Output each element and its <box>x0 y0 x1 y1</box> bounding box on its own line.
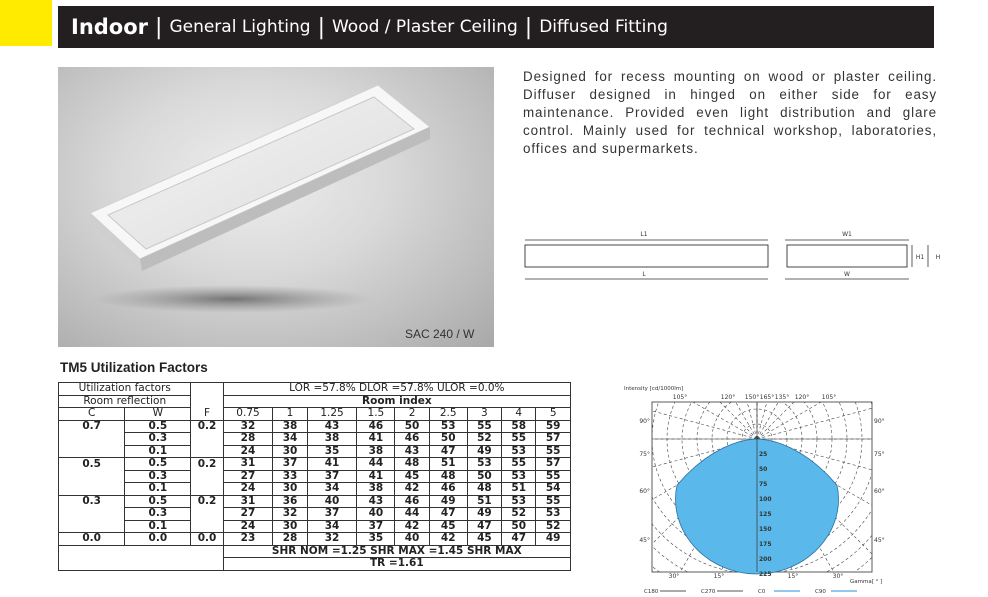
dim-w: W <box>844 271 850 278</box>
shr-text: SHR NOM =1.25 SHR MAX =1.45 SHR MAX <box>223 545 570 558</box>
uf-value: 32 <box>223 420 273 433</box>
top-angle-label: 120° <box>720 394 736 401</box>
uf-value: 42 <box>395 483 429 496</box>
room-index-head: 3 <box>467 408 501 421</box>
ring-label: 50 <box>759 466 768 473</box>
tm5-title: TM5 Utilization Factors <box>60 360 208 375</box>
table-row <box>59 533 571 546</box>
uf-value: 58 <box>502 420 536 433</box>
table-row <box>59 483 571 496</box>
top-angle-label: 150° <box>744 394 760 401</box>
room-index-head: 2.5 <box>429 408 467 421</box>
uf-value: 28 <box>273 533 307 546</box>
col-head-f: F <box>191 408 223 421</box>
uf-value: 45 <box>429 520 467 533</box>
room-index-head: 4 <box>502 408 536 421</box>
uf-value: 50 <box>429 433 467 446</box>
uf-value: 46 <box>357 420 395 433</box>
uf-value: 51 <box>502 483 536 496</box>
uf-value: 47 <box>502 533 536 546</box>
room-index-head: 1.25 <box>307 408 357 421</box>
cell-c: 0.0 <box>59 533 125 546</box>
gamma-label: Gamma[ ° ] <box>850 579 883 585</box>
uf-value: 55 <box>467 420 501 433</box>
right-angle-label: 75° <box>874 451 885 458</box>
luminaire-illustration <box>58 67 494 347</box>
intensity-label: Intensity [cd/1000lm] <box>624 386 684 392</box>
uf-value: 57 <box>536 433 571 446</box>
uf-value: 27 <box>223 508 273 521</box>
bottom-angle-label: 15° <box>787 573 799 580</box>
table-row <box>59 458 571 471</box>
right-angle-label: 45° <box>874 537 885 544</box>
uf-value: 55 <box>536 445 571 458</box>
left-angle-label: 60° <box>639 488 650 495</box>
uf-value: 24 <box>223 520 273 533</box>
uf-value: 55 <box>536 470 571 483</box>
uf-value: 52 <box>502 508 536 521</box>
uf-value: 32 <box>307 533 357 546</box>
dim-w1: W1 <box>842 231 852 238</box>
cell-c <box>59 445 125 458</box>
cell-f <box>191 470 223 483</box>
dim-l1: L1 <box>640 231 648 238</box>
cell-f: 0.2 <box>191 495 223 508</box>
uf-value: 40 <box>395 533 429 546</box>
cell-c <box>59 508 125 521</box>
cell-f <box>191 508 223 521</box>
top-angle-label: 105° <box>821 394 837 401</box>
cell-c <box>59 470 125 483</box>
uf-value: 46 <box>429 483 467 496</box>
dim-h1: H1 <box>915 254 925 261</box>
uf-value: 35 <box>307 445 357 458</box>
uf-value: 34 <box>307 483 357 496</box>
table-row <box>59 420 571 433</box>
cell-f <box>191 520 223 533</box>
left-angle-label: 45° <box>639 537 650 544</box>
uf-value: 50 <box>395 420 429 433</box>
cell-c <box>59 483 125 496</box>
dimension-drawing <box>522 225 950 285</box>
uf-value: 53 <box>467 458 501 471</box>
uf-value: 47 <box>467 520 501 533</box>
uf-value: 48 <box>429 470 467 483</box>
table-row <box>59 470 571 483</box>
header-label: Utilization factors <box>59 383 191 396</box>
uf-value: 34 <box>273 433 307 446</box>
uf-value: 31 <box>223 495 273 508</box>
uf-value: 37 <box>357 520 395 533</box>
right-angle-label: 90° <box>874 418 885 425</box>
cell-c: 0.3 <box>59 495 125 508</box>
uf-value: 38 <box>273 420 307 433</box>
uf-value: 48 <box>395 458 429 471</box>
uf-value: 52 <box>467 433 501 446</box>
uf-value: 52 <box>536 520 571 533</box>
uf-value: 57 <box>536 458 571 471</box>
top-angle-label: 135° <box>774 394 790 401</box>
product-description: Designed for recess mounting on wood or plaster ceiling. Diffuser designed in hinged on either side for easy maintenance. Provided even light distribution and glare control. Mainly used for technical workshop, laboratories, offices and supermarkets. <box>523 69 937 156</box>
uf-value: 49 <box>467 508 501 521</box>
legend-label: C0 <box>758 589 766 595</box>
room-index-head: 1 <box>273 408 307 421</box>
uf-value: 42 <box>395 520 429 533</box>
uf-value: 38 <box>307 433 357 446</box>
legend-label: C90 <box>815 589 826 595</box>
uf-value: 30 <box>273 445 307 458</box>
ring-label: 200 <box>759 556 772 563</box>
table-row <box>59 520 571 533</box>
uf-value: 42 <box>429 533 467 546</box>
ring-label: 75 <box>759 481 768 488</box>
cell-f <box>191 433 223 446</box>
uf-value: 46 <box>395 433 429 446</box>
room-index-head: 1.5 <box>357 408 395 421</box>
uf-value: 27 <box>223 470 273 483</box>
cell-f: 0.2 <box>191 420 223 433</box>
table-row <box>59 433 571 446</box>
uf-value: 45 <box>395 470 429 483</box>
uf-value: 53 <box>429 420 467 433</box>
polar-legend <box>644 589 857 595</box>
top-angle-label: 120° <box>794 394 810 401</box>
table-row <box>59 445 571 458</box>
uf-value: 59 <box>536 420 571 433</box>
uf-value: 30 <box>273 520 307 533</box>
uf-value: 35 <box>357 533 395 546</box>
cell-w: 0.1 <box>125 520 191 533</box>
uf-value: 55 <box>502 458 536 471</box>
header-part-3: Diffused Fitting <box>539 17 668 37</box>
cell-c: 0.5 <box>59 458 125 471</box>
uf-value: 41 <box>357 470 395 483</box>
uf-value: 37 <box>307 508 357 521</box>
table-row <box>59 508 571 521</box>
room-index-head: 5 <box>536 408 571 421</box>
lor-text: LOR =57.8% DLOR =57.8% ULOR =0.0% <box>223 383 570 396</box>
uf-value: 37 <box>307 470 357 483</box>
room-reflection-label: Room reflection <box>59 395 191 408</box>
uf-value: 23 <box>223 533 273 546</box>
top-angle-label: 165° <box>759 394 775 401</box>
room-index-head: 2 <box>395 408 429 421</box>
uf-value: 54 <box>536 483 571 496</box>
right-angle-label: 60° <box>874 488 885 495</box>
tr-text: TR =1.61 <box>223 558 570 571</box>
legend-label: C270 <box>701 589 716 595</box>
room-index-label: Room index <box>223 395 570 408</box>
uf-value: 51 <box>429 458 467 471</box>
cell-w: 0.1 <box>125 483 191 496</box>
ring-label: 100 <box>759 496 772 503</box>
product-model: SAC 240 / W <box>405 327 475 341</box>
uf-value: 49 <box>536 533 571 546</box>
product-photo <box>58 67 494 347</box>
dim-l: L <box>642 271 646 278</box>
bottom-angle-label: 30° <box>832 573 844 580</box>
cell-w: 0.5 <box>125 420 191 433</box>
uf-value: 53 <box>502 445 536 458</box>
page-header: Indoor | General Lighting | Wood / Plaster Ceiling | Diffused Fitting <box>58 6 934 48</box>
left-angle-label: 90° <box>639 418 650 425</box>
cell-c <box>59 520 125 533</box>
cell-f: 0.0 <box>191 533 223 546</box>
cell-f <box>191 445 223 458</box>
header-part-2: Wood / Plaster Ceiling <box>331 17 518 37</box>
ring-label: 25 <box>759 451 768 458</box>
cell-w: 0.0 <box>125 533 191 546</box>
cell-w: 0.3 <box>125 508 191 521</box>
room-index-head: 0.75 <box>223 408 273 421</box>
uf-value: 33 <box>273 470 307 483</box>
uf-value: 48 <box>467 483 501 496</box>
uf-value: 50 <box>467 470 501 483</box>
ring-label: 225 <box>759 571 772 578</box>
accent-bar <box>0 0 52 46</box>
uf-value: 53 <box>536 508 571 521</box>
uf-value: 45 <box>467 533 501 546</box>
col-head-w: W <box>125 408 191 421</box>
legend-label: C180 <box>644 589 659 595</box>
utilization-table <box>58 382 571 571</box>
header-part-1: General Lighting <box>169 17 311 37</box>
ring-label: 175 <box>759 541 772 548</box>
uf-value: 46 <box>395 495 429 508</box>
uf-value: 41 <box>307 458 357 471</box>
bottom-angle-label: 15° <box>713 573 725 580</box>
uf-value: 51 <box>467 495 501 508</box>
cell-w: 0.1 <box>125 445 191 458</box>
uf-value: 53 <box>502 495 536 508</box>
uf-value: 38 <box>357 445 395 458</box>
cell-w: 0.3 <box>125 433 191 446</box>
top-angle-label: 105° <box>672 394 688 401</box>
uf-value: 53 <box>502 470 536 483</box>
cell-w: 0.3 <box>125 470 191 483</box>
polar-intensity-diagram <box>622 382 892 597</box>
uf-value: 43 <box>357 495 395 508</box>
uf-value: 28 <box>223 433 273 446</box>
cell-f: 0.2 <box>191 458 223 471</box>
uf-value: 24 <box>223 445 273 458</box>
uf-value: 44 <box>357 458 395 471</box>
dim-h: H <box>935 254 941 261</box>
uf-value: 36 <box>273 495 307 508</box>
uf-value: 32 <box>273 508 307 521</box>
left-angle-label: 75° <box>639 451 650 458</box>
table-row <box>59 495 571 508</box>
uf-value: 49 <box>429 495 467 508</box>
uf-value: 49 <box>467 445 501 458</box>
uf-value: 34 <box>307 520 357 533</box>
bottom-angle-label: 30° <box>668 573 680 580</box>
uf-value: 43 <box>307 420 357 433</box>
ring-label: 125 <box>759 511 772 518</box>
uf-value: 40 <box>357 508 395 521</box>
uf-value: 47 <box>429 445 467 458</box>
uf-value: 43 <box>395 445 429 458</box>
cell-c: 0.7 <box>59 420 125 433</box>
cell-c <box>59 433 125 446</box>
uf-value: 41 <box>357 433 395 446</box>
header-category: Indoor <box>71 15 149 39</box>
uf-value: 24 <box>223 483 273 496</box>
uf-value: 40 <box>307 495 357 508</box>
uf-value: 55 <box>536 495 571 508</box>
cell-w: 0.5 <box>125 495 191 508</box>
cell-w: 0.5 <box>125 458 191 471</box>
uf-value: 50 <box>502 520 536 533</box>
cell-f <box>191 483 223 496</box>
uf-value: 55 <box>502 433 536 446</box>
uf-value: 30 <box>273 483 307 496</box>
uf-value: 44 <box>395 508 429 521</box>
col-head-c: C <box>59 408 125 421</box>
ring-label: 150 <box>759 526 772 533</box>
uf-value: 37 <box>273 458 307 471</box>
uf-value: 47 <box>429 508 467 521</box>
uf-value: 31 <box>223 458 273 471</box>
uf-value: 38 <box>357 483 395 496</box>
